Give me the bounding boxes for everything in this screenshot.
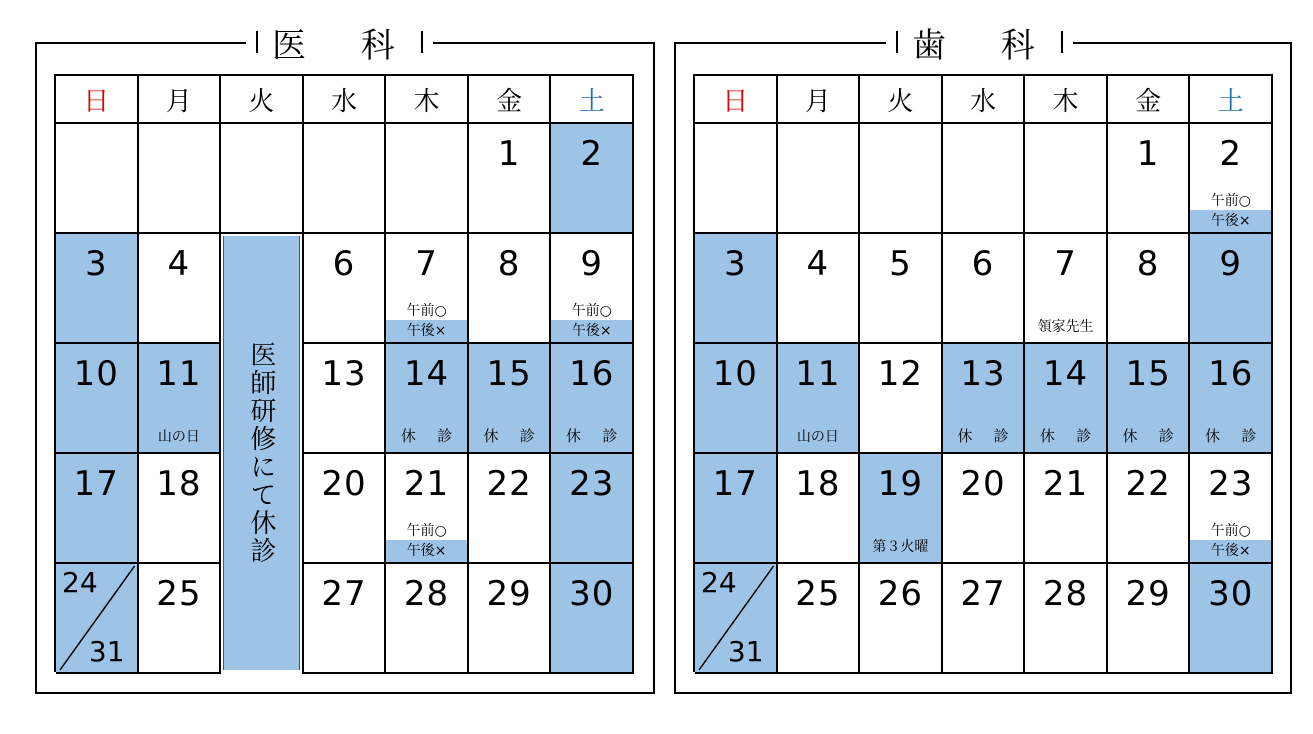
day-cell [695, 124, 778, 234]
day-cell [56, 124, 139, 234]
day-cell [304, 234, 387, 344]
day-cell [386, 564, 469, 674]
day-cell [386, 454, 469, 564]
weekday-header-5: 金 [1108, 76, 1191, 124]
day-cell [1108, 344, 1191, 454]
closed-label [551, 425, 632, 446]
day-number: 9 [1219, 244, 1243, 284]
day-number: 21 [1042, 464, 1089, 504]
day-cell [221, 124, 304, 234]
day-number: 8 [1136, 244, 1160, 284]
day-number: 7 [1054, 244, 1077, 284]
closed-label-char: 休 [1205, 427, 1221, 445]
weekday-header-5: 金 [469, 76, 552, 124]
day-cell [1025, 454, 1108, 564]
title-tick-right [1061, 31, 1063, 53]
day-number: 16 [1208, 354, 1254, 394]
closed-label-char: 診 [993, 427, 1009, 445]
day-cell [1190, 564, 1273, 674]
day-number: 21 [403, 464, 450, 504]
title-tick-left [896, 31, 898, 53]
day-cell [1108, 124, 1191, 234]
day-number: 15 [1125, 354, 1171, 394]
day-cell [943, 344, 1026, 454]
day-number: 29 [486, 574, 532, 614]
dental-title-text: 歯 科 [912, 25, 1057, 66]
day-cell [469, 344, 552, 454]
day-cell [551, 564, 634, 674]
day-cell [551, 454, 634, 564]
closed-label-char: 診 [1158, 427, 1174, 445]
day-cell [695, 454, 778, 564]
day-cell [1025, 234, 1108, 344]
am-status: 午前○ [406, 523, 447, 539]
day-number: 2 [580, 134, 604, 174]
day-cell [1025, 564, 1108, 674]
weekday-header-3: 水 [943, 76, 1026, 124]
closed-label-char: 診 [602, 427, 618, 445]
day-cell [695, 234, 778, 344]
day-cell [695, 564, 778, 674]
day-number: 22 [486, 464, 532, 504]
day-cell [469, 564, 552, 674]
day-cell [943, 454, 1026, 564]
day-number: 18 [795, 464, 841, 504]
day-number: 4 [167, 244, 191, 284]
closed-label [386, 425, 467, 446]
closed-label [469, 425, 550, 446]
day-number: 15 [486, 354, 532, 394]
closed-label-char: 休 [1122, 427, 1138, 445]
day-number: 10 [712, 354, 758, 394]
day-cell [551, 234, 634, 344]
closed-label-char: 休 [400, 427, 416, 445]
day-number: 16 [569, 354, 615, 394]
day-cell [860, 344, 943, 454]
day-number: 1 [1136, 134, 1160, 174]
title-tick-left [256, 31, 258, 53]
day-number: 29 [1125, 574, 1171, 614]
day-note: 第３火曜 [872, 539, 929, 555]
closed-label-char: 診 [519, 427, 535, 445]
day-note: 領家先生 [1037, 319, 1094, 335]
weekday-header-4: 木 [386, 76, 469, 124]
day-cell [551, 344, 634, 454]
closed-label-char: 休 [1039, 427, 1055, 445]
closed-label [943, 425, 1024, 446]
day-cell [1190, 124, 1273, 234]
day-cell [860, 124, 943, 234]
closed-label [1108, 425, 1189, 446]
dental-title [886, 20, 1073, 64]
day-cell [1190, 454, 1273, 564]
day-number: 9 [580, 244, 604, 284]
am-status: 午前○ [571, 303, 612, 319]
closed-label-char: 診 [1076, 427, 1092, 445]
day-cell [778, 564, 861, 674]
day-number: 25 [795, 574, 841, 614]
day-cell [778, 454, 861, 564]
day-cell [56, 454, 139, 564]
day-cell [860, 564, 943, 674]
day-number: 26 [877, 574, 924, 614]
day-number: 27 [960, 574, 1006, 614]
day-cell [139, 564, 222, 674]
day-cell [469, 124, 552, 234]
closed-label-char: 休 [566, 427, 582, 445]
day-cell [1108, 454, 1191, 564]
pm-status: 午後× [1190, 210, 1271, 232]
day-number: 10 [73, 354, 119, 394]
day-number: 28 [1042, 574, 1089, 614]
closed-label [1190, 425, 1271, 446]
day-cell [551, 124, 634, 234]
day-number-second: 31 [727, 635, 764, 668]
day-cell [304, 564, 387, 674]
day-number: 3 [723, 244, 747, 284]
day-number: 24 [701, 566, 737, 599]
weekday-header-0: 日 [56, 76, 139, 124]
day-number: 19 [877, 464, 924, 504]
day-number: 14 [1042, 354, 1089, 394]
day-cell [860, 234, 943, 344]
tuesday-closed-banner: 医師研修にて休診 [223, 236, 300, 670]
weekday-header-1: 月 [139, 76, 222, 124]
weekday-header-6: 土 [1190, 76, 1273, 124]
weekday-header-2: 火 [860, 76, 943, 124]
day-note: 山の日 [796, 429, 839, 445]
am-status: 午前○ [406, 303, 447, 319]
day-cell [304, 124, 387, 234]
day-cell [139, 454, 222, 564]
day-number: 20 [321, 464, 367, 504]
day-cell [386, 124, 469, 234]
closed-label-char: 診 [1241, 427, 1257, 445]
day-number: 23 [1208, 464, 1254, 504]
day-cell [860, 454, 943, 564]
day-number: 30 [569, 574, 615, 614]
weekday-header-4: 木 [1025, 76, 1108, 124]
day-number: 17 [73, 464, 119, 504]
day-cell [695, 344, 778, 454]
day-cell [386, 344, 469, 454]
closed-label-char: 休 [483, 427, 499, 445]
am-status: 午前○ [1210, 523, 1251, 539]
day-number: 23 [569, 464, 615, 504]
weekday-header-3: 水 [304, 76, 387, 124]
pm-status: 午後× [386, 320, 467, 342]
medical-title-text: 医 科 [272, 25, 417, 66]
day-cell [943, 124, 1026, 234]
pm-status: 午後× [551, 320, 632, 342]
day-number: 3 [84, 244, 108, 284]
day-cell [304, 344, 387, 454]
day-number: 24 [62, 566, 98, 599]
day-number: 5 [889, 244, 912, 284]
day-number: 25 [156, 574, 202, 614]
day-cell [56, 344, 139, 454]
day-number: 11 [795, 354, 841, 394]
day-cell [56, 564, 139, 674]
day-number: 13 [321, 354, 367, 394]
day-number-second: 31 [88, 635, 125, 668]
day-cell [1108, 564, 1191, 674]
day-number: 18 [156, 464, 202, 504]
day-cell [139, 234, 222, 344]
day-number: 22 [1125, 464, 1171, 504]
day-cell [139, 344, 222, 454]
day-cell [469, 234, 552, 344]
closed-label-char: 診 [437, 427, 453, 445]
day-number: 2 [1219, 134, 1243, 174]
day-number: 6 [971, 244, 995, 284]
weekday-header-0: 日 [695, 76, 778, 124]
day-number: 20 [960, 464, 1006, 504]
weekday-header-1: 月 [778, 76, 861, 124]
day-cell [1108, 234, 1191, 344]
day-cell [1025, 344, 1108, 454]
dental-calendar-grid [693, 74, 1273, 672]
day-cell [1190, 344, 1273, 454]
day-note: 山の日 [157, 429, 200, 445]
pm-status: 午後× [1190, 540, 1271, 562]
day-cell [778, 124, 861, 234]
weekday-header-2: 火 [221, 76, 304, 124]
closed-label [1025, 425, 1106, 446]
pm-status: 午後× [386, 540, 467, 562]
day-cell [469, 454, 552, 564]
day-number: 14 [403, 354, 450, 394]
day-number: 6 [332, 244, 356, 284]
day-cell [1190, 234, 1273, 344]
closed-label-char: 休 [957, 427, 973, 445]
day-number: 17 [712, 464, 758, 504]
weekday-header-6: 土 [551, 76, 634, 124]
day-cell [943, 234, 1026, 344]
medical-title [246, 20, 433, 64]
day-cell [56, 234, 139, 344]
medical-calendar-grid [54, 74, 634, 672]
day-cell [386, 234, 469, 344]
title-tick-right [421, 31, 423, 53]
day-number: 13 [960, 354, 1006, 394]
day-number: 28 [403, 574, 450, 614]
day-cell [778, 344, 861, 454]
day-cell [139, 124, 222, 234]
day-number: 1 [497, 134, 521, 174]
day-number: 11 [156, 354, 202, 394]
day-cell [1025, 124, 1108, 234]
day-number: 12 [877, 354, 924, 394]
day-number: 4 [806, 244, 830, 284]
day-number: 7 [415, 244, 438, 284]
day-cell [778, 234, 861, 344]
day-cell [304, 454, 387, 564]
am-status: 午前○ [1210, 193, 1251, 209]
day-number: 27 [321, 574, 367, 614]
day-cell [943, 564, 1026, 674]
day-number: 30 [1208, 574, 1254, 614]
day-number: 8 [497, 244, 521, 284]
